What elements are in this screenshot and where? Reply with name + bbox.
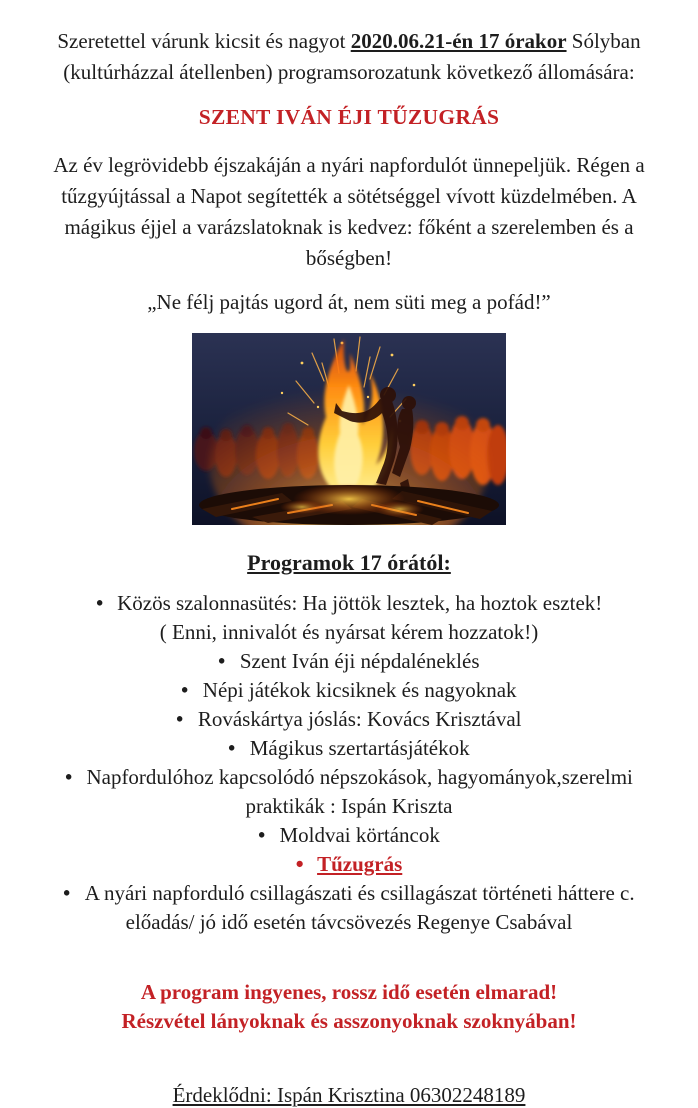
list-item-text: Rováskártya jóslás: Kovács Krisztával — [197, 707, 522, 731]
bullet-icon: • — [228, 734, 237, 762]
bullet-icon: • — [63, 879, 72, 907]
list-item — [29, 821, 669, 850]
contact-line: Érdeklődni: Ispán Krisztina 06302248189 — [172, 1083, 526, 1107]
event-title: SZENT IVÁN ÉJI TŰZUGRÁS — [198, 105, 500, 129]
list-item-text: Napfordulóhoz kapcsolódó népszokások, hagyományok,szerelmi praktikák : Ispán Kriszta — [86, 765, 633, 818]
notice-line-2: Részvétel lányoknak és asszonyoknak szoknyában! — [121, 1009, 577, 1033]
bullet-icon: • — [181, 676, 190, 704]
list-item-text: Tűzugrás — [317, 852, 403, 876]
bullet-icon: • — [218, 647, 227, 675]
list-item-text: A nyári napforduló csillagászati és csillagászat történeti háttere c. előadás/ jó idő esetén távcsövezés Regenye Csabával — [84, 881, 635, 934]
intro-paragraph — [29, 26, 669, 88]
intro-text-start: Szeretettel várunk kicsit és nagyot — [57, 29, 351, 53]
list-item — [29, 763, 669, 821]
description-paragraph: Az év legrövidebb éjszakáján a nyári napfordulót ünnepeljük. Régen a tűzgyújtással a Napot segítették a sötétséggel vívott küzdelmében. A mágikus éjjel a varázslatoknak is kedvez: főként a szerelemben és a bőségben! — [53, 153, 645, 270]
bullet-icon: • — [176, 705, 185, 733]
bonfire-photo — [192, 333, 506, 525]
list-item — [29, 705, 669, 734]
notice-line-1: A program ingyenes, rossz idő esetén elmarad! — [140, 980, 558, 1004]
list-item-fire-jumping — [29, 850, 669, 879]
bullet-icon: • — [64, 763, 73, 791]
list-item-text: Moldvai körtáncok — [279, 823, 440, 847]
list-item-text: Mágikus szertartásjátékok — [249, 736, 470, 760]
list-item — [29, 618, 669, 647]
bullet-icon: • — [295, 850, 304, 878]
intro-text-end: Sólyban (kultúrházzal átellenben) programsorozatunk következő állomására: — [63, 29, 641, 84]
list-item-text: Közös szalonnasütés: Ha jöttök lesztek, ha hoztok esztek! — [117, 591, 603, 615]
photo-container — [24, 333, 674, 525]
bullet-icon: • — [257, 821, 266, 849]
notice-block — [24, 978, 674, 1036]
list-item-text: ( Enni, innivalót és nyársat kérem hozzatok!) — [159, 620, 539, 644]
list-item — [29, 647, 669, 676]
date-time-highlight: 2020.06.21-én 17 órakor — [350, 29, 567, 53]
list-item — [29, 676, 669, 705]
list-item-text: Népi játékok kicsiknek és nagyoknak — [202, 678, 517, 702]
list-item — [29, 589, 669, 618]
program-list — [24, 589, 674, 937]
bullet-icon: • — [95, 589, 104, 617]
program-heading: Programok 17 órától: — [247, 550, 451, 575]
list-item-text: Szent Iván éji népdaléneklés — [239, 649, 480, 673]
list-item — [29, 734, 669, 763]
quote-line: „Ne félj pajtás ugord át, nem süti meg a pofád!” — [147, 290, 551, 314]
list-item — [29, 879, 669, 937]
